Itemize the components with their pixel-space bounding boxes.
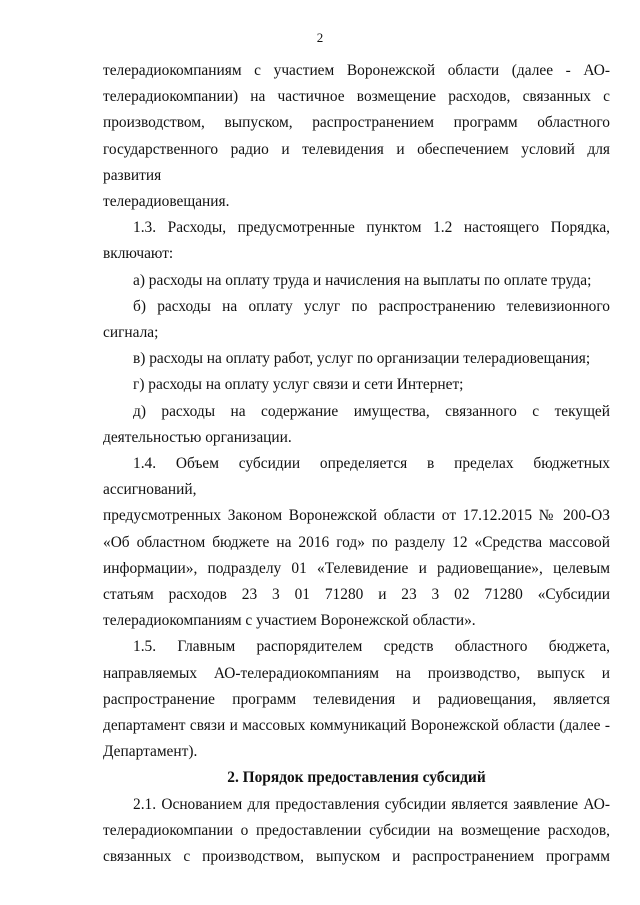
text-line: Департамент). bbox=[103, 743, 198, 761]
text-line: телерадиокомпании) на частичное возмещение расходов, связанных с bbox=[103, 88, 610, 106]
paragraph-2-1 bbox=[103, 792, 610, 871]
list-item-b bbox=[103, 294, 610, 346]
text-line: в) расходы на оплату работ, услуг по организации телерадиовещания; bbox=[133, 350, 591, 368]
text-line: телерадиокомпаниям с участием Воронежской области (далее - АО- bbox=[103, 62, 610, 79]
text-line: телерадиокомпаниям с участием Воронежской области». bbox=[103, 612, 476, 630]
text-line: распространение программ телевидения и радиовещания, является bbox=[103, 690, 610, 708]
text-line: включают: bbox=[103, 245, 174, 263]
text-line: д) расходы на содержание имущества, связанного с текущей bbox=[133, 402, 610, 420]
list-item-g bbox=[103, 372, 610, 398]
text-line: производством, выпуском, распространением программ областного bbox=[103, 114, 610, 132]
text-line: деятельностью организации. bbox=[103, 428, 292, 446]
paragraph-1-4 bbox=[103, 451, 610, 634]
text-line: г) расходы на оплату услуг связи и сети Интернет; bbox=[133, 376, 464, 394]
page-number: 2 bbox=[316, 30, 324, 45]
paragraph-1-3 bbox=[103, 215, 610, 267]
document-body bbox=[103, 58, 610, 870]
text-line: информации», подразделу 01 «Телевидение и радиовещание», целевым bbox=[103, 559, 610, 577]
text-line: 1.3. Расходы, предусмотренные пунктом 1.2 настоящего Порядка, bbox=[133, 219, 610, 237]
text-line: 2.1. Основанием для предоставления субсидии является заявление АО- bbox=[133, 795, 610, 813]
text-line: связанных с производством, выпуском и распространением программ bbox=[103, 848, 610, 866]
text-line: предусмотренных Законом Воронежской области от 17.12.2015 № 200-ОЗ bbox=[103, 507, 610, 525]
text-line: а) расходы на оплату труда и начисления на выплаты по оплате труда; bbox=[133, 271, 592, 289]
list-item-v bbox=[103, 346, 610, 372]
text-line: направляемых АО-телерадиокомпаниям на производство, выпуск и bbox=[103, 664, 610, 682]
text-line: 1.5. Главным распорядителем средств областного бюджета, bbox=[133, 638, 610, 656]
list-item-a bbox=[103, 268, 610, 294]
section-heading: 2. Порядок предоставления субсидий bbox=[227, 769, 486, 787]
list-item-d bbox=[103, 399, 610, 451]
text-line: «Об областном бюджете на 2016 год» по разделу 12 «Средства массовой bbox=[103, 533, 610, 551]
text-line: государственного радио и телевидения и обеспечением условий для развития bbox=[103, 140, 610, 184]
text-line: сигнала; bbox=[103, 324, 159, 342]
paragraph-1-2-continuation bbox=[103, 58, 610, 215]
text-line: телерадиовещания. bbox=[103, 193, 230, 211]
text-line: телерадиокомпании о предоставлении субсидии на возмещение расходов, bbox=[103, 821, 610, 839]
text-line: департамент связи и массовых коммуникаций Воронежской области (далее - bbox=[103, 717, 610, 735]
text-line: статьям расходов 23 3 01 71280 и 23 3 02 71280 «Субсидии bbox=[103, 586, 610, 604]
text-line: б) расходы на оплату услуг по распространению телевизионного bbox=[133, 297, 610, 315]
text-line: 1.4. Объем субсидии определяется в пределах бюджетных ассигнований, bbox=[103, 455, 610, 499]
paragraph-1-5 bbox=[103, 634, 610, 765]
